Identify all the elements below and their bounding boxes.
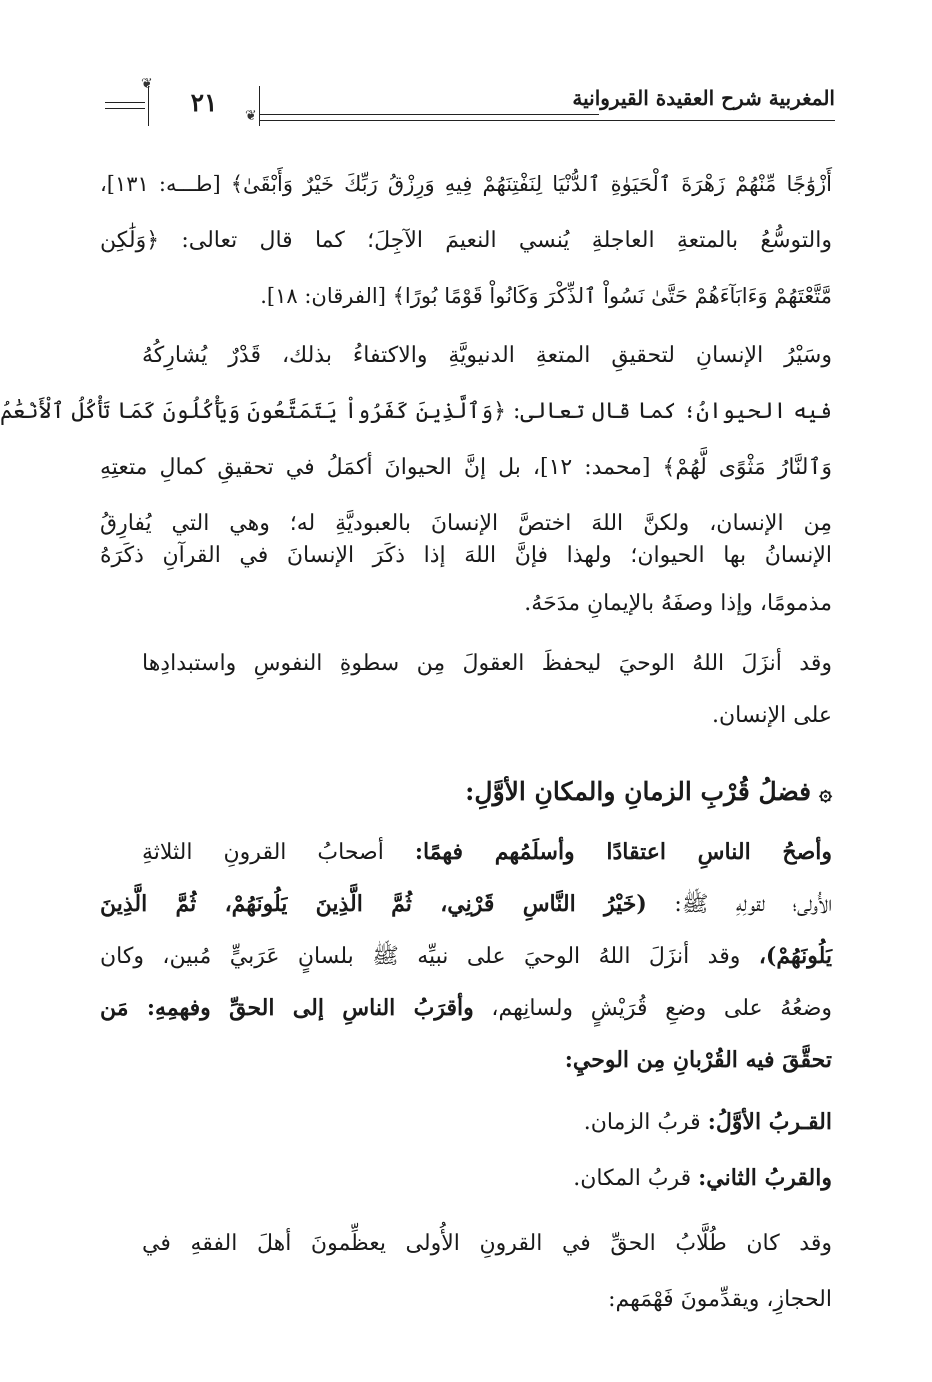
header-rule-left [105, 102, 145, 103]
text-line: وسَيْرُ الإنسانِ لتحقيقِ المتعةِ الدنيويَّةِ والاكتفاءُ بذلك، قَدْرٌ يُشارِكُهُ [142, 343, 832, 368]
text-line [100, 888, 832, 922]
list-item [142, 1106, 832, 1140]
bold-phrase: وأقرَبُ الناسِ إلى الحقِّ وفهمِهِ: مَن [100, 995, 474, 1021]
text-line: فيه الحيوانُ؛ كما قال تعالى: ﴿وَٱلَّذِينَ كَفَرُواْ يَتَمَتَّعُونَ وَيَأْكُلُونَ كَمَا تَأْكُلُ ٱلْأَنْعَٰمُ [0, 399, 832, 424]
header-rule-right-thin [259, 120, 835, 121]
page-header [105, 76, 835, 130]
page-number: ٢١ [190, 88, 218, 117]
list-item [142, 1162, 832, 1196]
item-text: قربُ المكان. [573, 1166, 692, 1191]
hadith-text: يَلُونَهُمْ)، [758, 943, 832, 969]
ornament-icon: ❦ [141, 76, 153, 92]
header-rule-right [259, 114, 599, 115]
text-line: مذمومًا، وإذا وصفَهُ بالإيمانِ مدَحَهُ. [524, 591, 832, 616]
text-line [100, 1044, 832, 1078]
text-line: وَٱلنَّارُ مَثْوًى لَّهُمْ﴾ [محمد: ١٢]، بل إنَّ الحيوانَ أكمَلُ في تحقيقِ كمالِ متعتِهِ [100, 455, 832, 480]
item-text: قربُ الزمان. [583, 1110, 701, 1135]
section-heading-text: فضلُ قُرْبِ الزمانِ والمكانِ الأوَّلِ: [465, 777, 812, 806]
text-line: مَّتَّعْتَهُمْ وَءَابَآءَهُمْ حَتَّىٰ نَسُواْ ٱلذِّكْرَ وَكَانُواْ قَوْمًا بُورًا﴾ [الفرقان: ١٨]. [260, 284, 832, 308]
text-line: وقد كان طُلَّابُ الحقِّ في القرونِ الأُولى يعظِّمونَ أهلَ الفقهِ في [142, 1231, 832, 1256]
item-label: والقربُ الثاني: [698, 1165, 832, 1191]
text-span: أصحابُ القرونِ الثلاثةِ [142, 840, 384, 865]
ornament-icon: ۞ [819, 780, 832, 806]
text-line: والتوسُّعُ بالمتعةِ العاجلةِ يُنسي النعيمَ الآجِلَ؛ كما قال تعالى: ﴿وَلَٰكِن [100, 228, 832, 253]
text-line: الإنسانُ بها الحيوان؛ ولهذا فإنَّ اللهَ إذا ذكَرَ الإنسانَ في القرآنِ ذكَرَهُ [100, 543, 832, 568]
bold-phrase: وأصحُ الناسِ اعتقادًا وأسلَمُهم فهمًا: [414, 839, 832, 865]
item-label: القـربُ الأوَّلُ: [707, 1109, 832, 1135]
text-line: على الإنسان. [711, 703, 832, 728]
text-span: وقد أنزَلَ اللهُ الوحيَ على نبيِّه ﷺ بلسانٍ عَرَبيٍّ مُبين، وكان [100, 944, 741, 969]
text-line: وقد أنزَلَ اللهُ الوحيَ ليحفظَ العقولَ مِن سطوةِ النفوسِ واستبدادِها [142, 651, 832, 676]
text-line: مِن الإنسان، ولكنَّ اللهَ اختصَّ الإنسانَ بالعبوديَّةِ له؛ وهي التي يُفارِقُ [100, 511, 832, 536]
page-number-box [148, 86, 260, 126]
header-rule-left-thin [105, 108, 145, 109]
text-line [142, 836, 832, 870]
text-line: أَزْوَٰجًا مِّنْهُمْ زَهْرَةَ ٱلْحَيَوٰةِ ٱلدُّنْيَا لِنَفْتِنَهُمْ فِيهِ وَرِزْقُ رَبِّكَ خَيْرٌ وَأَبْقَىٰ﴾ [طـــه: ١٣١]، [100, 172, 832, 196]
text-span: الأُولى؛ لقولِهِ ﷺ: [674, 892, 832, 917]
ornament-icon: ❦ [245, 108, 257, 124]
text-line [100, 940, 832, 974]
text-span: وضعُهُ على وضعِ قُرَيْشٍ ولسانِهم، [491, 996, 833, 1021]
bold-phrase: تحقَّقَ فيه القُرْبانِ مِن الوحيِ: [564, 1047, 832, 1073]
running-title: المغربية شرح العقيدة القيروانية [572, 86, 835, 110]
section-heading [100, 775, 832, 810]
hadith-text: (خَيْرُ النَّاسِ قَرْنِي، ثُمَّ الَّذِينَ يَلُونَهُمْ، ثُمَّ الَّذِينَ [100, 891, 647, 917]
text-line [100, 992, 832, 1026]
text-line: الحجازِ، ويقدِّمونَ فَهْمَهم: [608, 1287, 832, 1312]
